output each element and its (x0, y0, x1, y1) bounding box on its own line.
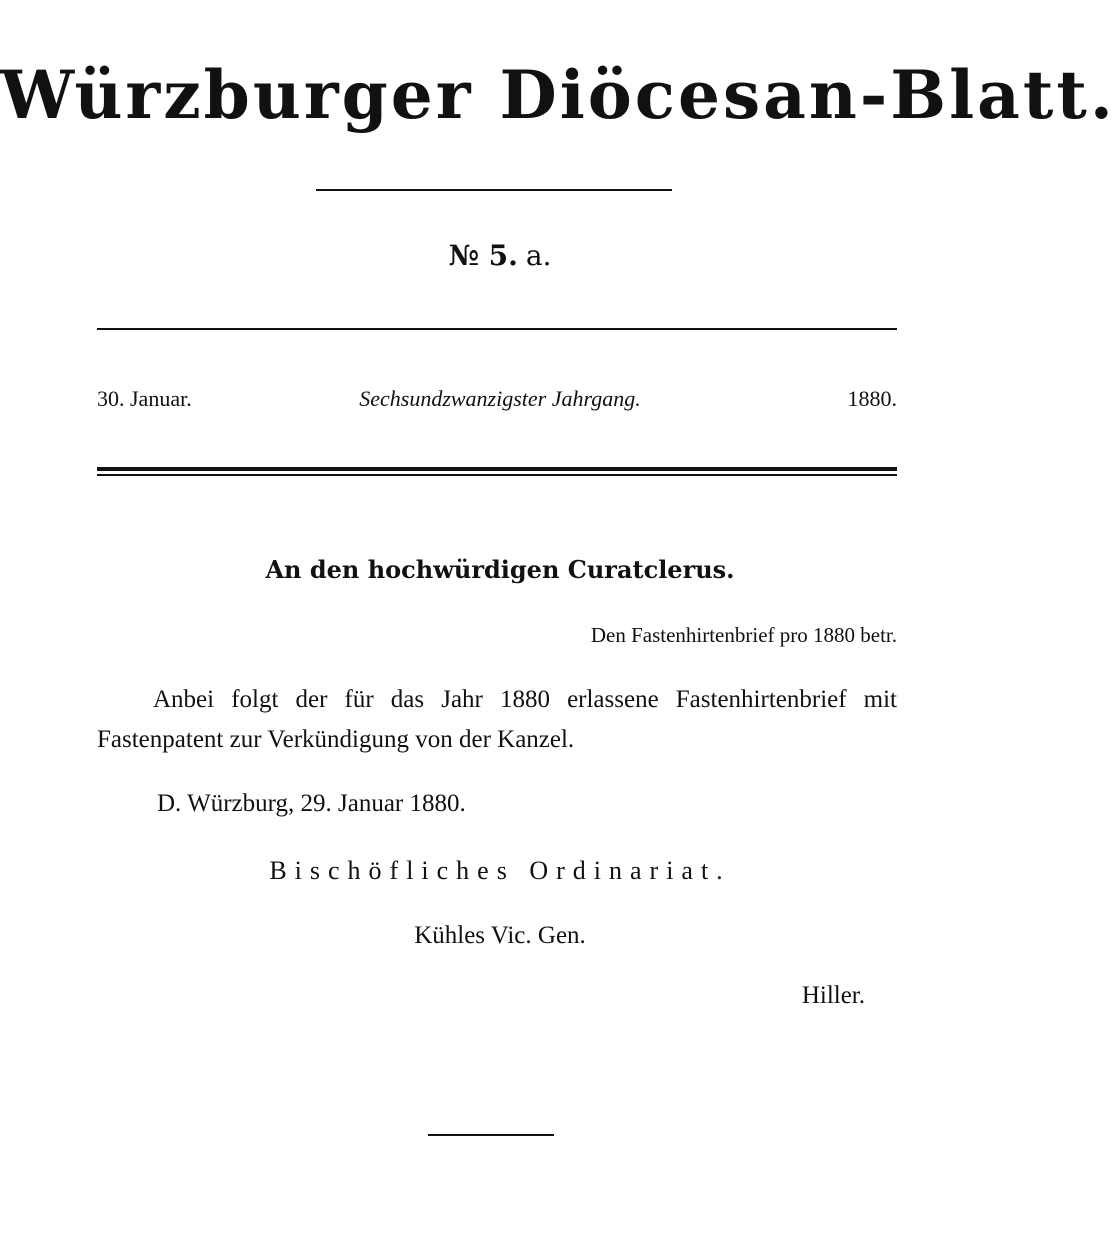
signature-secretary: Hiller. (801, 982, 865, 1009)
signature-vicar-general: Kühles Vic. Gen. (414, 922, 586, 949)
issue-suffix: a. (525, 239, 552, 272)
issue-date: 30. Januar. (97, 386, 192, 411)
notice-heading: An den hochwürdigen Curatclerus. (265, 555, 735, 584)
notice-body: Anbei folgt der für das Jahr 1880 erlassene Fastenhirtenbrief mit Fastenpatent zur Verkündigung von der Kanzel. (97, 686, 897, 753)
notice-subject: Den Fastenhirtenbrief pro 1880 betr. (590, 623, 897, 647)
issue-number-line (0, 236, 1000, 276)
signature-office: Bischöfliches Ordinariat. (269, 856, 731, 885)
end-rule (428, 1134, 554, 1136)
masthead-title: Würzburger Diöcesan-Blatt. (0, 56, 1116, 134)
issue-number: № 5. (448, 239, 518, 272)
double-rule-thin (97, 474, 897, 476)
dateline-top-rule (97, 328, 897, 330)
double-rule-thick (97, 467, 897, 471)
issue-year: 1880. (847, 386, 897, 411)
masthead-divider (316, 189, 672, 191)
place-date: D. Würzburg, 29. Januar 1880. (157, 790, 466, 817)
volume-label: Sechsundzwanzigster Jahrgang. (359, 386, 641, 411)
